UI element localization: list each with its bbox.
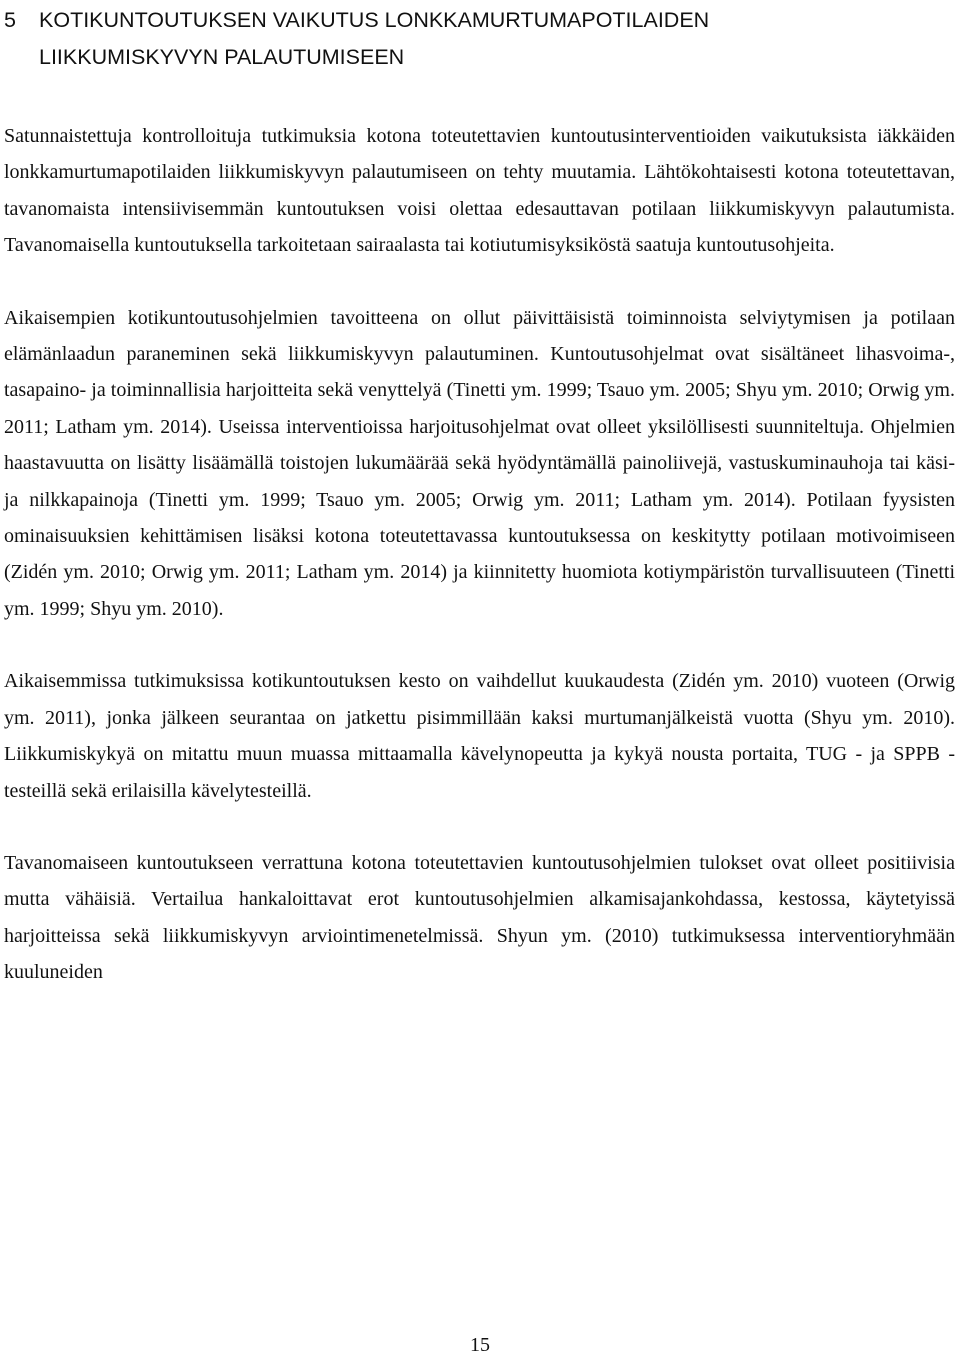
document-page — [4, 0, 955, 991]
chapter-title-line-2: LIIKKUMISKYVYN PALAUTUMISEEN — [39, 45, 405, 69]
chapter-number: 5 — [4, 8, 16, 32]
body-paragraph-4: Tavanomaiseen kuntoutukseen verrattuna kotona toteutettavien kuntoutusohjelmien tulokset ovat olleet positiivisia mutta vähäisiä. Vertailua hankaloittavat erot kuntoutusohjelmien alkamisajankohdassa, kestossa, käytetyissä harjoitteissa sekä liikkumiskyvyn arviointimenetelmissä. Shyun ym. (2010) tutkimuksessa interventioryhmään kuuluneiden — [4, 851, 955, 984]
body-paragraph-2: Aikaisempien kotikuntoutusohjelmien tavoitteena on ollut päivittäisistä toiminnoista selviytymisen ja potilaan elämänlaadun paraneminen sekä liikkumiskyvyn palautuminen. Kuntoutusohjelmat ovat sisältäneet lihasvoima-, tasapaino- ja toiminnallisia harjoitteita sekä venyttelyä (Tinetti ym. 1999; Tsauo ym. 2005; Shyu ym. 2010; Orwig ym. 2011; Latham ym. 2014). Useissa interventioissa harjoitusohjelmat ovat olleet yksilöllisesti suunniteltuja. Ohjelmien haastavuutta on lisätty lisäämällä toistojen lukumäärää sekä hyödyntämällä painoliivejä, vastuskuminauhoja tai käsi- ja nilkkapainoja (Tinetti ym. 1999; Tsauo ym. 2005; Orwig ym. 2011; Latham ym. 2014). Potilaan fyysisten ominaisuuksien kehittämisen lisäksi kotona toteutettavassa kuntoutuksessa on keskitytty potilaan motivoimiseen (Zidén ym. 2010; Orwig ym. 2011; Latham ym. 2014) ja kiinnitetty huomiota kotiympäristön turvallisuuteen (Tinetti ym. 1999; Shyu ym. 2010). — [4, 306, 955, 620]
body-paragraph-3: Aikaisemmissa tutkimuksissa kotikuntoutuksen kesto on vaihdellut kuukaudesta (Zidén ym. 2010) vuoteen (Orwig ym. 2011), jonka jälkeen seurantaa on jatkettu pisimmillään kaksi murtumanjälkeistä vuotta (Shyu ym. 2010). Liikkumiskykyä on mitattu muun muassa mittaamalla kävelynopeutta ja kykyä nousta portaita, TUG - ja SPPB -testeillä sekä erilaisilla kävelytesteillä. — [4, 670, 955, 802]
chapter-title-line-1: KOTIKUNTOUTUKSEN VAIKUTUS LONKKAMURTUMAPOTILAIDEN — [39, 8, 710, 32]
page-number: 15 — [470, 1334, 490, 1356]
body-paragraph-1: Satunnaistettuja kontrolloituja tutkimuksia kotona toteutettavien kuntoutusinterventioiden vaikutuksista iäkkäiden lonkkamurtumapotilaiden liikkumiskyvyn palautumiseen on tehty muutamia. Lähtökohtaisesti kotona toteutettavan, tavanomaista intensiivisemmän kuntoutuksen voisi olettaa edesauttavan potilaan liikkumiskyvyn palautumista. Tavanomaisella kuntoutuksella tarkoitetaan sairaalasta tai kotiutumisyksiköstä saatuja kuntoutusohjeita. — [4, 125, 955, 257]
chapter-heading — [4, 0, 955, 76]
